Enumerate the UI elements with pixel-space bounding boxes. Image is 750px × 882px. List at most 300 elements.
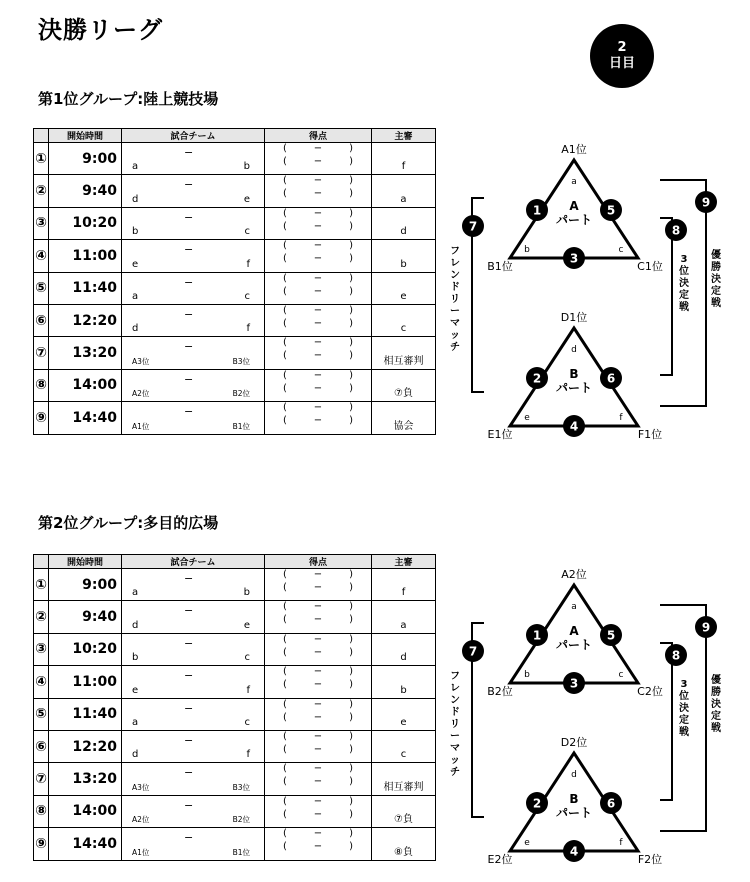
score-glyph: − <box>313 337 323 349</box>
score-glyph: − <box>313 369 323 381</box>
referee: a <box>372 601 436 633</box>
inner-right-team: c <box>618 670 624 680</box>
score-line <box>283 241 353 251</box>
table-row <box>34 698 436 730</box>
score-line <box>283 319 353 329</box>
inner-top-team: d <box>571 770 577 780</box>
final-marker: 9 <box>701 195 711 210</box>
score-glyph: − <box>313 808 323 820</box>
match-marker-bottom: 4 <box>569 419 579 434</box>
match-marker-left: 2 <box>532 371 542 386</box>
inner-top-team: a <box>571 177 577 187</box>
match-teams <box>122 402 265 434</box>
score-glyph: − <box>313 763 323 775</box>
score-glyph: ) <box>349 582 353 593</box>
start-time: 12:20 <box>49 304 122 336</box>
header-score: 得点 <box>265 555 372 569</box>
score-glyph: − <box>313 646 323 658</box>
match-number: ① <box>34 569 49 601</box>
score-cell[interactable] <box>265 795 372 827</box>
inner-left-team: e <box>524 838 530 848</box>
referee: c <box>372 304 436 336</box>
table-row <box>34 795 436 827</box>
table-row <box>34 730 436 762</box>
friendly-label-char: ッ <box>450 755 460 766</box>
score-glyph: − <box>313 679 323 691</box>
score-glyph: ( <box>283 646 287 658</box>
score-glyph: ) <box>349 776 353 788</box>
table-row <box>34 666 436 698</box>
inner-right-team: f <box>619 838 623 848</box>
score-glyph: ) <box>349 601 353 613</box>
final-label-char: 優 <box>711 250 721 261</box>
score-glyph: − <box>313 272 323 284</box>
start-time: 14:40 <box>49 828 122 860</box>
match-number: ⑤ <box>34 272 49 304</box>
friendly-label-char: チ <box>450 767 460 778</box>
referee: e <box>372 698 436 730</box>
third-place-label-char: 定 <box>679 290 689 301</box>
team-b: B2位 <box>232 815 250 825</box>
score-glyph: ( <box>283 730 287 742</box>
score-glyph: − <box>313 601 323 613</box>
referee: ⑦負 <box>372 795 436 827</box>
third-place-marker: 8 <box>671 648 681 663</box>
score-glyph: ) <box>349 285 353 297</box>
score-glyph: ) <box>349 698 353 710</box>
score-glyph: ( <box>283 808 287 820</box>
friendly-label-char: リ <box>450 294 460 305</box>
rank-left: B2位 <box>487 685 513 698</box>
score-cell[interactable] <box>265 272 372 304</box>
friendly-label-char: フ <box>450 246 460 257</box>
part-name: A <box>569 199 579 213</box>
rank-left: E2位 <box>487 853 513 866</box>
final-label-char: 決 <box>711 274 721 285</box>
score-line <box>283 157 353 167</box>
match-number: ⑧ <box>34 369 49 401</box>
score-line <box>283 189 353 199</box>
part-label: パート <box>555 213 593 227</box>
score-glyph: ) <box>349 666 353 678</box>
start-time: 11:40 <box>49 272 122 304</box>
match-teams <box>122 143 265 175</box>
score-line <box>283 680 353 690</box>
rank-top: D1位 <box>560 311 588 324</box>
score-line <box>283 403 353 413</box>
team-dash: − <box>184 146 194 159</box>
team-dash: − <box>184 307 194 321</box>
third-place-label <box>678 254 689 313</box>
score-line <box>283 797 353 807</box>
score-line <box>283 732 353 742</box>
referee: c <box>372 730 436 762</box>
day-badge-label: 日目 <box>608 56 635 71</box>
start-time: 13:20 <box>49 337 122 369</box>
referee: 相互審判 <box>372 337 436 369</box>
score-glyph: ) <box>349 350 353 362</box>
friendly-label-char: リ <box>450 719 460 730</box>
part-label: パート <box>555 381 593 395</box>
match-number: ⑥ <box>34 730 49 762</box>
referee: b <box>372 666 436 698</box>
inner-left-team: b <box>524 245 530 255</box>
group-1-schedule-table <box>33 128 436 435</box>
third-place-label-char: 戦 <box>679 302 689 313</box>
score-glyph: ) <box>349 369 353 381</box>
match-number: ⑨ <box>34 828 49 860</box>
friendly-label-char: ー <box>450 731 460 742</box>
third-place-label-char: 3 <box>680 679 688 690</box>
score-glyph: ) <box>349 633 353 645</box>
page-title: 決勝リーグ <box>38 16 163 44</box>
score-glyph: ( <box>283 350 287 362</box>
score-glyph: ( <box>283 220 287 232</box>
score-line <box>283 700 353 710</box>
score-glyph: ( <box>283 415 287 427</box>
final-label-char: 優 <box>711 675 721 686</box>
score-glyph: ( <box>283 272 287 284</box>
inner-top-team: a <box>571 602 577 612</box>
inner-right-team: f <box>619 413 623 423</box>
score-glyph: ) <box>349 679 353 691</box>
score-glyph: ( <box>283 369 287 381</box>
third-place-bracket <box>660 218 672 375</box>
score-line <box>283 338 353 348</box>
match-teams <box>122 304 265 336</box>
score-glyph: − <box>313 143 323 154</box>
score-glyph: ( <box>283 582 287 593</box>
rank-top: A1位 <box>561 143 587 156</box>
final-label-char: 戦 <box>711 723 721 734</box>
team-a: A2位 <box>132 389 150 399</box>
referee: f <box>372 143 436 175</box>
score-glyph: ( <box>283 143 287 154</box>
score-glyph: ( <box>283 743 287 755</box>
team-dash: − <box>184 798 194 812</box>
third-place-label-char: 位 <box>679 266 689 277</box>
part-label: パート <box>555 806 593 820</box>
referee: ⑦負 <box>372 369 436 401</box>
referee: b <box>372 240 436 272</box>
header-referee: 主審 <box>372 129 436 143</box>
score-glyph: ) <box>349 763 353 775</box>
inner-left-team: b <box>524 670 530 680</box>
inner-right-team: c <box>618 245 624 255</box>
match-teams <box>122 272 265 304</box>
score-glyph: ( <box>283 698 287 710</box>
score-cell[interactable] <box>265 569 372 601</box>
start-time: 12:20 <box>49 730 122 762</box>
start-time: 9:00 <box>49 143 122 175</box>
score-glyph: − <box>313 828 323 840</box>
day-badge-number: 2 <box>617 40 627 55</box>
score-glyph: ( <box>283 763 287 775</box>
score-line <box>283 371 353 381</box>
start-time: 9:40 <box>49 601 122 633</box>
match-teams <box>122 601 265 633</box>
score-cell[interactable] <box>265 304 372 336</box>
score-glyph: − <box>313 415 323 427</box>
match-teams <box>122 569 265 601</box>
score-line <box>283 351 353 361</box>
team-b: c <box>244 716 250 728</box>
friendly-label-char: レ <box>450 258 460 269</box>
score-glyph: − <box>313 175 323 187</box>
match-number: ② <box>34 601 49 633</box>
score-glyph: ( <box>283 156 287 167</box>
rank-right: C1位 <box>637 260 663 273</box>
team-dash: − <box>184 604 194 618</box>
score-glyph: ( <box>283 207 287 219</box>
score-glyph: − <box>313 304 323 316</box>
match-number: ⑦ <box>34 337 49 369</box>
score-glyph: ( <box>283 317 287 329</box>
score-glyph: ) <box>349 337 353 349</box>
match-teams <box>122 240 265 272</box>
table-row <box>34 272 436 304</box>
score-glyph: ( <box>283 253 287 265</box>
team-dash: − <box>184 831 194 845</box>
table-row <box>34 828 436 860</box>
match-teams <box>122 175 265 207</box>
score-cell[interactable] <box>265 601 372 633</box>
score-glyph: ( <box>283 337 287 349</box>
match-number: ⑤ <box>34 698 49 730</box>
header-teams: 試合チーム <box>122 555 265 569</box>
match-number: ① <box>34 143 49 175</box>
team-dash: − <box>184 340 194 354</box>
match-number: ④ <box>34 666 49 698</box>
team-b: B1位 <box>232 847 250 857</box>
score-glyph: ) <box>349 614 353 626</box>
team-a: e <box>132 258 139 270</box>
header-blank <box>34 555 49 569</box>
score-glyph: ) <box>349 402 353 414</box>
third-place-label-char: 決 <box>679 703 689 714</box>
table-header-row <box>34 555 436 569</box>
team-a: b <box>132 226 139 238</box>
score-line <box>283 384 353 394</box>
friendly-label-char: ン <box>450 270 460 281</box>
score-glyph: − <box>313 743 323 755</box>
rank-right: C2位 <box>637 685 663 698</box>
score-line <box>283 583 353 593</box>
part-label: パート <box>555 638 593 652</box>
score-line <box>283 667 353 677</box>
team-dash: − <box>184 372 194 386</box>
match-marker-bottom: 4 <box>569 844 579 859</box>
score-line <box>283 615 353 625</box>
score-glyph: ( <box>283 795 287 807</box>
friendly-label-char: チ <box>450 342 460 353</box>
team-dash: − <box>184 178 194 192</box>
match-teams <box>122 795 265 827</box>
team-a: a <box>132 587 139 599</box>
start-time: 14:40 <box>49 402 122 434</box>
score-glyph: ( <box>283 188 287 200</box>
score-cell[interactable] <box>265 207 372 239</box>
score-glyph: − <box>313 285 323 297</box>
referee: d <box>372 207 436 239</box>
team-a: A1位 <box>132 421 150 431</box>
team-dash: − <box>184 275 194 289</box>
match-teams <box>122 730 265 762</box>
team-dash: − <box>184 733 194 747</box>
score-glyph: ) <box>349 156 353 167</box>
team-a: e <box>132 684 139 696</box>
score-glyph: ( <box>283 382 287 394</box>
team-b: e <box>243 193 250 205</box>
score-glyph: ) <box>349 415 353 427</box>
team-b: f <box>246 684 250 696</box>
team-dash: − <box>184 405 194 419</box>
group-2-schedule-table <box>33 554 436 861</box>
part-name: A <box>569 624 579 638</box>
team-a: a <box>132 161 139 173</box>
score-line <box>283 570 353 580</box>
table-row <box>34 402 436 434</box>
friendly-marker: 7 <box>468 644 478 659</box>
table-row <box>34 763 436 795</box>
match-marker-bottom: 3 <box>569 251 579 266</box>
referee: a <box>372 175 436 207</box>
final-label-char: 戦 <box>711 298 721 309</box>
score-glyph: − <box>313 382 323 394</box>
match-marker-left: 1 <box>532 203 542 218</box>
score-glyph: − <box>313 730 323 742</box>
score-line <box>283 144 353 154</box>
match-teams <box>122 337 265 369</box>
score-glyph: ( <box>283 841 287 853</box>
rank-left: B1位 <box>487 260 513 273</box>
table-row <box>34 207 436 239</box>
third-place-label-char: 定 <box>679 715 689 726</box>
score-glyph: ( <box>283 601 287 613</box>
score-line <box>283 648 353 658</box>
friendly-label-char: ド <box>450 282 460 293</box>
score-glyph: ) <box>349 317 353 329</box>
team-a: d <box>132 193 139 205</box>
score-line <box>283 209 353 219</box>
score-glyph: − <box>313 156 323 167</box>
final-label <box>711 248 721 309</box>
team-dash: − <box>184 572 194 585</box>
score-glyph: ) <box>349 841 353 853</box>
score-cell[interactable] <box>265 337 372 369</box>
score-glyph: ) <box>349 711 353 723</box>
score-glyph: − <box>313 569 323 580</box>
score-line <box>283 306 353 316</box>
team-a: d <box>132 749 139 761</box>
table-row <box>34 240 436 272</box>
team-a: A3位 <box>132 782 150 792</box>
table-header-row <box>34 129 436 143</box>
score-glyph: ) <box>349 730 353 742</box>
start-time: 10:20 <box>49 207 122 239</box>
score-glyph: ( <box>283 776 287 788</box>
score-glyph: ( <box>283 240 287 252</box>
match-marker-left: 1 <box>532 628 542 643</box>
rank-right: F1位 <box>637 428 663 441</box>
team-a: A1位 <box>132 847 150 857</box>
friendly-label-char: マ <box>450 318 460 329</box>
team-b: f <box>246 258 250 270</box>
score-glyph: ( <box>283 304 287 316</box>
table-row <box>34 337 436 369</box>
team-dash: − <box>184 766 194 780</box>
score-glyph: ) <box>349 569 353 580</box>
third-place-label-char: 決 <box>679 278 689 289</box>
score-cell[interactable] <box>265 763 372 795</box>
final-marker: 9 <box>701 620 711 635</box>
score-cell[interactable] <box>265 175 372 207</box>
score-cell[interactable] <box>265 828 372 860</box>
referee: e <box>372 272 436 304</box>
match-teams <box>122 207 265 239</box>
score-cell[interactable] <box>265 369 372 401</box>
team-a: a <box>132 290 139 302</box>
score-line <box>283 274 353 284</box>
team-b: f <box>246 323 250 335</box>
team-a: A2位 <box>132 815 150 825</box>
team-b: B2位 <box>232 389 250 399</box>
friendly-label <box>450 671 460 778</box>
rank-top: D2位 <box>560 736 588 749</box>
score-cell[interactable] <box>265 698 372 730</box>
score-glyph: − <box>313 698 323 710</box>
team-dash: − <box>184 669 194 683</box>
score-line <box>283 254 353 264</box>
team-dash: − <box>184 243 194 257</box>
score-glyph: ) <box>349 207 353 219</box>
match-number: ⑨ <box>34 402 49 434</box>
score-glyph: ) <box>349 220 353 232</box>
match-teams <box>122 369 265 401</box>
score-glyph: ( <box>283 175 287 187</box>
friendly-label-char: ー <box>450 306 460 317</box>
header-blank <box>34 129 49 143</box>
score-cell[interactable] <box>265 402 372 434</box>
team-b: B3位 <box>232 356 250 366</box>
score-cell[interactable] <box>265 730 372 762</box>
team-dash: − <box>184 636 194 650</box>
score-cell[interactable] <box>265 633 372 665</box>
third-place-label-char: 位 <box>679 691 689 702</box>
team-b: c <box>244 652 250 664</box>
score-glyph: − <box>313 633 323 645</box>
table-row <box>34 369 436 401</box>
score-cell[interactable] <box>265 240 372 272</box>
team-b: e <box>243 619 250 631</box>
score-glyph: ( <box>283 666 287 678</box>
match-marker-right: 6 <box>606 371 616 386</box>
score-cell[interactable] <box>265 143 372 175</box>
start-time: 11:00 <box>49 240 122 272</box>
table-row <box>34 569 436 601</box>
inner-top-team: d <box>571 345 577 355</box>
score-cell[interactable] <box>265 666 372 698</box>
start-time: 10:20 <box>49 633 122 665</box>
team-b: B3位 <box>232 782 250 792</box>
final-label-char: 定 <box>711 286 721 297</box>
match-number: ② <box>34 175 49 207</box>
start-time: 11:00 <box>49 666 122 698</box>
score-glyph: − <box>313 776 323 788</box>
match-teams <box>122 633 265 665</box>
match-number: ⑥ <box>34 304 49 336</box>
score-glyph: ) <box>349 188 353 200</box>
